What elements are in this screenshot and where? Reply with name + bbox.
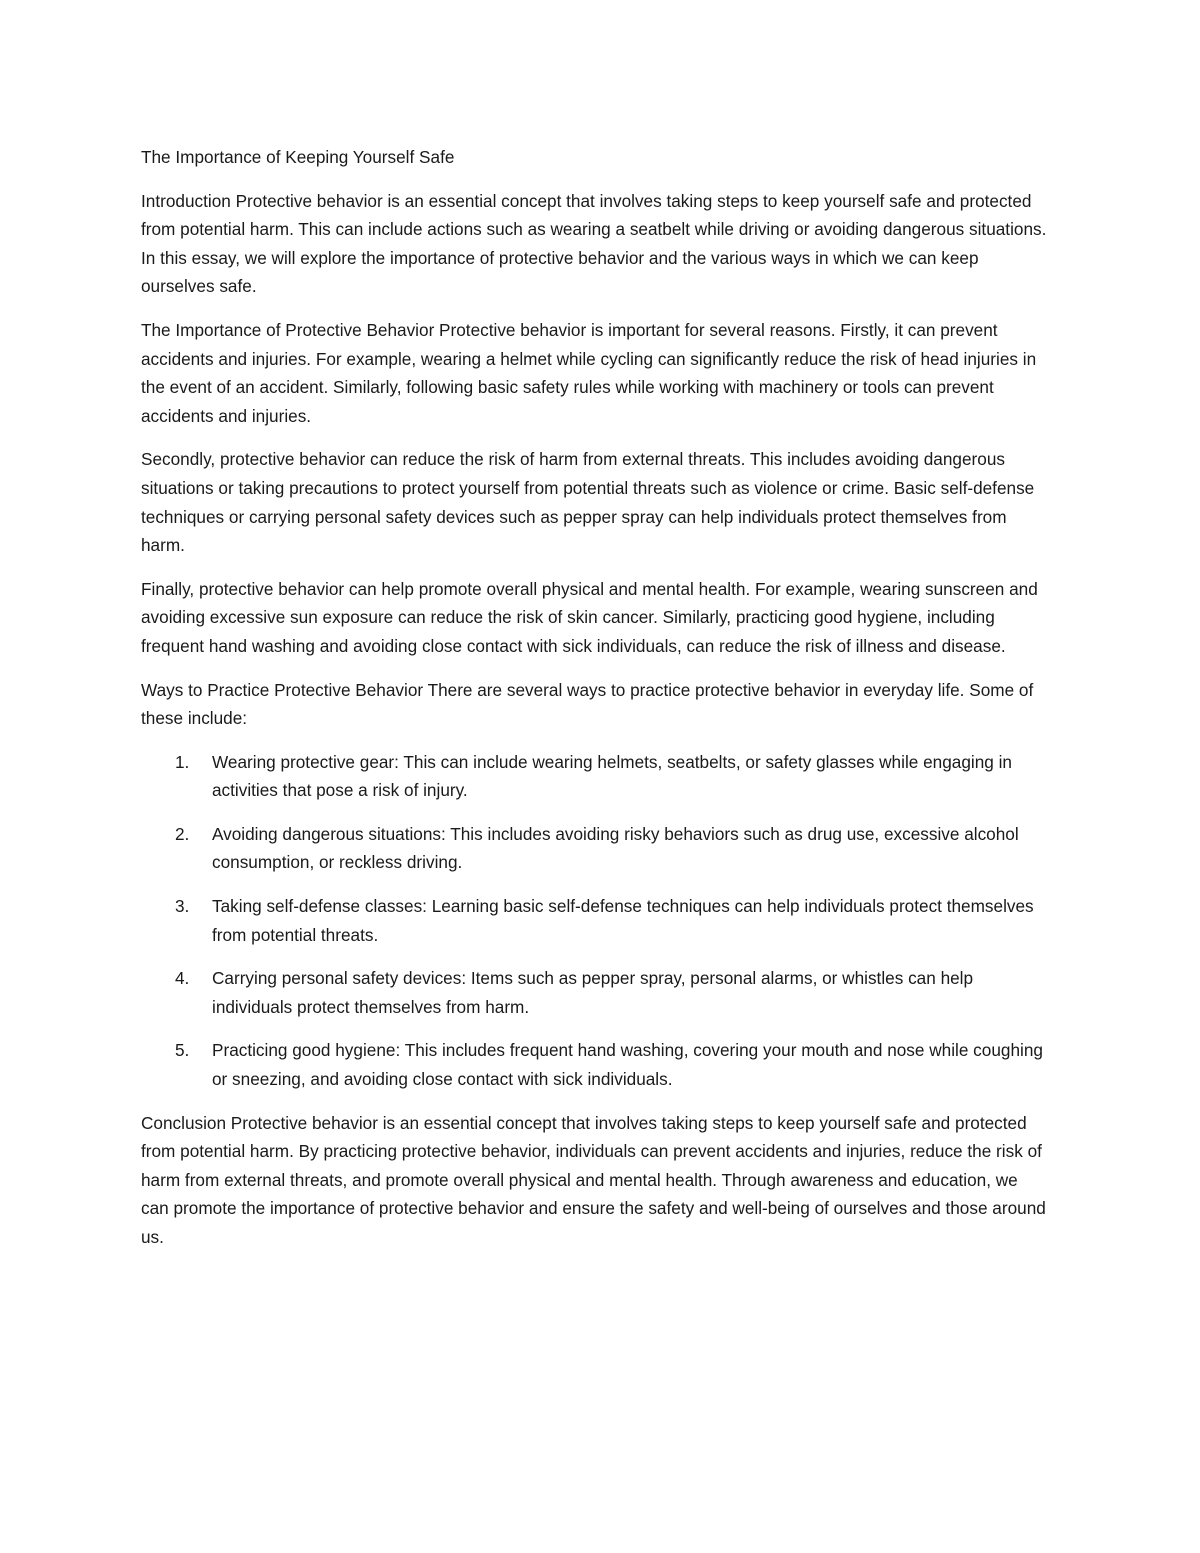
ways-list (141, 748, 1050, 1094)
list-item-text: Wearing protective gear: This can include wearing helmets, seatbelts, or safety glasses while engaging in activities that pose a risk of injury. (212, 751, 1012, 801)
list-item-text: Carrying personal safety devices: Items such as pepper spray, personal alarms, or whistles can help individuals protect themselves from harm. (212, 968, 974, 1017)
paragraph-ways-intro: Ways to Practice Protective Behavior There are several ways to practice protective behavior in everyday life. Some of these include: (141, 679, 1034, 729)
list-item (175, 820, 1050, 877)
list-item-text: Avoiding dangerous situations: This includes avoiding risky behaviors such as drug use, excessive alcohol consumption, or reckless driving. (212, 823, 1019, 873)
paragraph-finally: Finally, protective behavior can help promote overall physical and mental health. For example, wearing sunscreen and avoiding excessive sun exposure can reduce the risk of skin cancer. Similarly, practicing good hygiene, including frequent hand washing and avoiding close contact with sick individuals, can reduce the risk of illness and disease. (141, 578, 1038, 656)
paragraph-conclusion: Conclusion Protective behavior is an essential concept that involves taking steps to keep yourself safe and protected from potential harm. By practicing protective behavior, individuals can prevent accidents and injuries, reduce the risk of harm from external threats, and promote overall physical and mental health. Through awareness and education, we can promote the importance of protective behavior and ensure the safety and well-being of ourselves and those around us. (141, 1112, 1046, 1247)
list-item-number: 1. (175, 751, 190, 772)
paragraph-secondly: Secondly, protective behavior can reduce the risk of harm from external threats. This includes avoiding dangerous situations or taking precautions to protect yourself from potential threats such as violence or crime. Basic self-defense techniques or carrying personal safety devices such as pepper spray can help individuals protect themselves from harm. (141, 449, 1035, 556)
list-item-text: Taking self-defense classes: Learning basic self-defense techniques can help individuals protect themselves from potential threats. (212, 896, 1034, 945)
list-item-number: 3. (175, 896, 190, 917)
list-item (175, 1036, 1050, 1093)
document-title: The Importance of Keeping Yourself Safe (141, 147, 455, 167)
list-item (175, 964, 1050, 1021)
list-item-number: 2. (175, 823, 190, 844)
paragraph-importance: The Importance of Protective Behavior Protective behavior is important for several reasons. Firstly, it can prevent accidents and injuries. For example, wearing a helmet while cycling can significantly reduce the risk of head injuries in the event of an accident. Similarly, following basic safety rules while working with machinery or tools can prevent accidents and injuries. (141, 319, 1037, 426)
paragraph-introduction: Introduction Protective behavior is an essential concept that involves taking steps to keep yourself safe and protected from potential harm. This can include actions such as wearing a seatbelt while driving or avoiding dangerous situations. In this essay, we will explore the importance of protective behavior and the various ways in which we can keep ourselves safe. (141, 190, 1047, 297)
list-item (175, 892, 1050, 949)
list-item (175, 748, 1050, 805)
list-item-number: 4. (175, 968, 190, 989)
list-item-text: Practicing good hygiene: This includes frequent hand washing, covering your mouth and nose while coughing or sneezing, and avoiding close contact with sick individuals. (212, 1040, 1043, 1090)
list-item-number: 5. (175, 1040, 190, 1061)
